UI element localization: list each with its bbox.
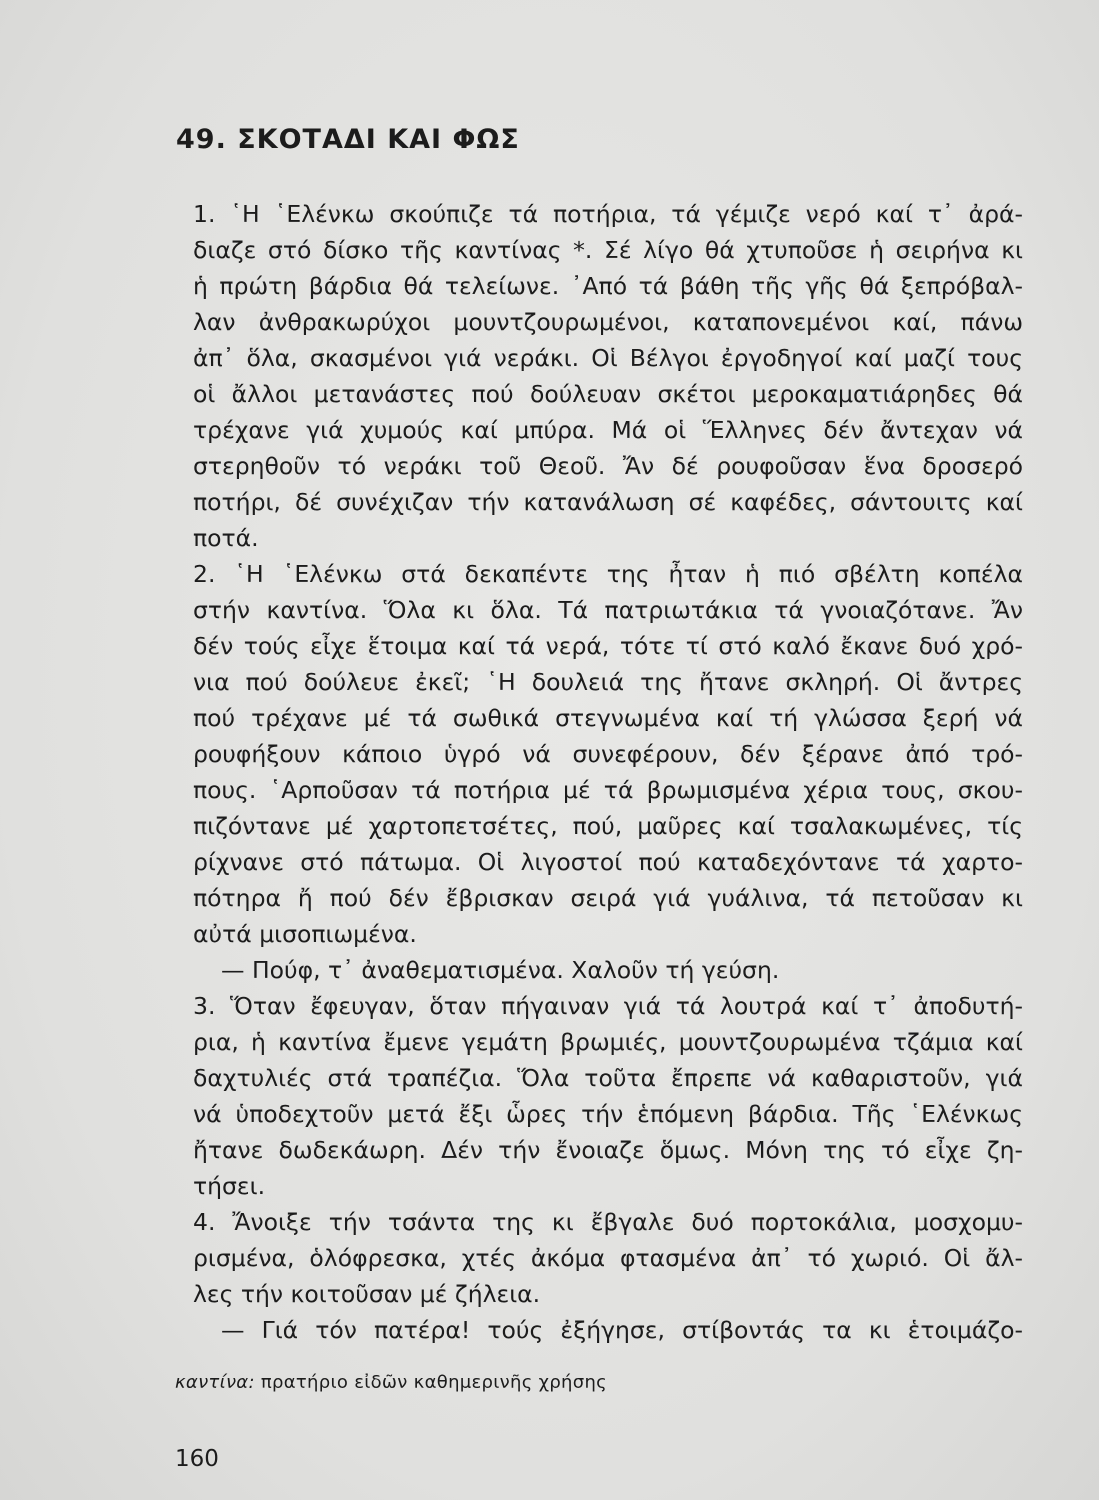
- body-text: [193, 196, 1023, 1348]
- text-line: 1. ῾Η ῾Ελένκω σκούπιζε τά ποτήρια, τά γέμιζε νερό καί τ᾿ ἀρά-: [193, 200, 1023, 228]
- text-line: 2. ῾Η ῾Ελένκω στά δεκαπέντε της ἦταν ἡ πιό σβέλτη κοπέλα: [193, 560, 1023, 588]
- text-line: διαζε στό δίσκο τῆς καντίνας *. Σέ λίγο θά χτυποῦσε ἡ σειρήνα κι: [193, 236, 1023, 264]
- text-line: ἤτανε δωδεκάωρη. Δέν τήν ἔνοιαζε ὅμως. Μόνη της τό εἶχε ζη-: [193, 1136, 1023, 1164]
- text-line: ποτήρι, δέ συνέχιζαν τήν κατανάλωση σέ καφέδες, σάντουιτς καί: [193, 488, 1023, 516]
- page-number: 160: [175, 1446, 219, 1472]
- text-line: αὐτά μισοπιωμένα.: [193, 920, 417, 948]
- text-line: ποτά.: [193, 524, 259, 552]
- text-line: λαν ἀνθρακωρύχοι μουντζουρωμένοι, καταπονεμένοι καί, πάνω: [193, 308, 1023, 336]
- text-line: ρισμένα, ὁλόφρεσκα, χτές ἀκόμα φτασμένα ἀπ᾿ τό χωριό. Οἱ ἄλ-: [193, 1244, 1023, 1272]
- footnote-term: καντίνα:: [175, 1372, 255, 1393]
- text-line: ρια, ἡ καντίνα ἔμενε γεμάτη βρωμιές, μουντζουρωμένα τζάμια καί: [193, 1028, 1023, 1056]
- text-line: πους. ῾Αρποῦσαν τά ποτήρια μέ τά βρωμισμένα χέρια τους, σκου-: [193, 776, 1023, 804]
- text-line: οἱ ἄλλοι μετανάστες πού δούλευαν σκέτοι μεροκαματιάρηδες θά: [193, 380, 1023, 408]
- dialogue-line: — Γιά τόν πατέρα! τούς ἐξήγησε, στίβοντάς τα κι ἑτοιμάζο-: [221, 1316, 1023, 1344]
- text-line: στερηθοῦν τό νεράκι τοῦ Θεοῦ. Ἄν δέ ρουφοῦσαν ἕνα δροσερό: [193, 452, 1023, 480]
- text-line: νά ὑποδεχτοῦν μετά ἔξι ὧρες τήν ἑπόμενη βάρδια. Τῆς ῾Ελένκως: [193, 1100, 1023, 1128]
- footnote: [175, 1372, 607, 1393]
- text-line: πού τρέχανε μέ τά σωθικά στεγνωμένα καί τή γλώσσα ξερή νά: [193, 704, 1023, 732]
- text-line: νια πού δούλευε ἐκεῖ; ῾Η δουλειά της ἤτανε σκληρή. Οἱ ἄντρες: [193, 668, 1023, 696]
- dialogue-line: — Πούφ, τ᾿ ἀναθεματισμένα. Χαλοῦν τή γεύση.: [221, 956, 780, 984]
- text-line: 3. Ὅταν ἔφευγαν, ὅταν πήγαιναν γιά τά λουτρά καί τ᾿ ἀποδυτή-: [193, 992, 1023, 1020]
- text-line: λες τήν κοιτοῦσαν μέ ζήλεια.: [193, 1280, 541, 1308]
- footnote-definition: πρατήριο εἰδῶν καθημερινῆς χρήσης: [260, 1372, 608, 1393]
- text-line: πότηρα ἤ πού δέν ἔβρισκαν σειρά γιά γυάλινα, τά πετοῦσαν κι: [193, 884, 1023, 912]
- chapter-title: 49. ΣΚΟΤΑΔΙ ΚΑΙ ΦΩΣ: [176, 124, 520, 155]
- text-line: στήν καντίνα. Ὅλα κι ὅλα. Τά πατριωτάκια τά γνοιαζότανε. Ἄν: [193, 596, 1023, 624]
- text-line: ἀπ᾿ ὅλα, σκασμένοι γιά νεράκι. Οἱ Βέλγοι ἐργοδηγοί καί μαζί τους: [193, 344, 1023, 372]
- text-line: ἡ πρώτη βάρδια θά τελείωνε. ᾿Από τά βάθη τῆς γῆς θά ξεπρόβαλ-: [193, 272, 1023, 300]
- text-line: δέν τούς εἶχε ἕτοιμα καί τά νερά, τότε τί στό καλό ἔκανε δυό χρό-: [193, 632, 1023, 660]
- text-line: τρέχανε γιά χυμούς καί μπύρα. Μά οἱ Ἕλληνες δέν ἄντεχαν νά: [193, 416, 1023, 444]
- text-line: πιζόντανε μέ χαρτοπετσέτες, πού, μαῦρες καί τσαλακωμένες, τίς: [193, 812, 1023, 840]
- text-line: 4. Ἄνοιξε τήν τσάντα της κι ἔβγαλε δυό πορτοκάλια, μοσχομυ-: [193, 1208, 1023, 1236]
- text-line: δαχτυλιές στά τραπέζια. Ὅλα τοῦτα ἔπρεπε νά καθαριστοῦν, γιά: [193, 1064, 1023, 1092]
- text-line: τήσει.: [193, 1172, 266, 1200]
- text-line: ρουφήξουν κάποιο ὑγρό νά συνεφέρουν, δέν ξέρανε ἀπό τρό-: [193, 740, 1023, 768]
- text-line: ρίχνανε στό πάτωμα. Οἱ λιγοστοί πού καταδεχόντανε τά χαρτο-: [193, 848, 1023, 876]
